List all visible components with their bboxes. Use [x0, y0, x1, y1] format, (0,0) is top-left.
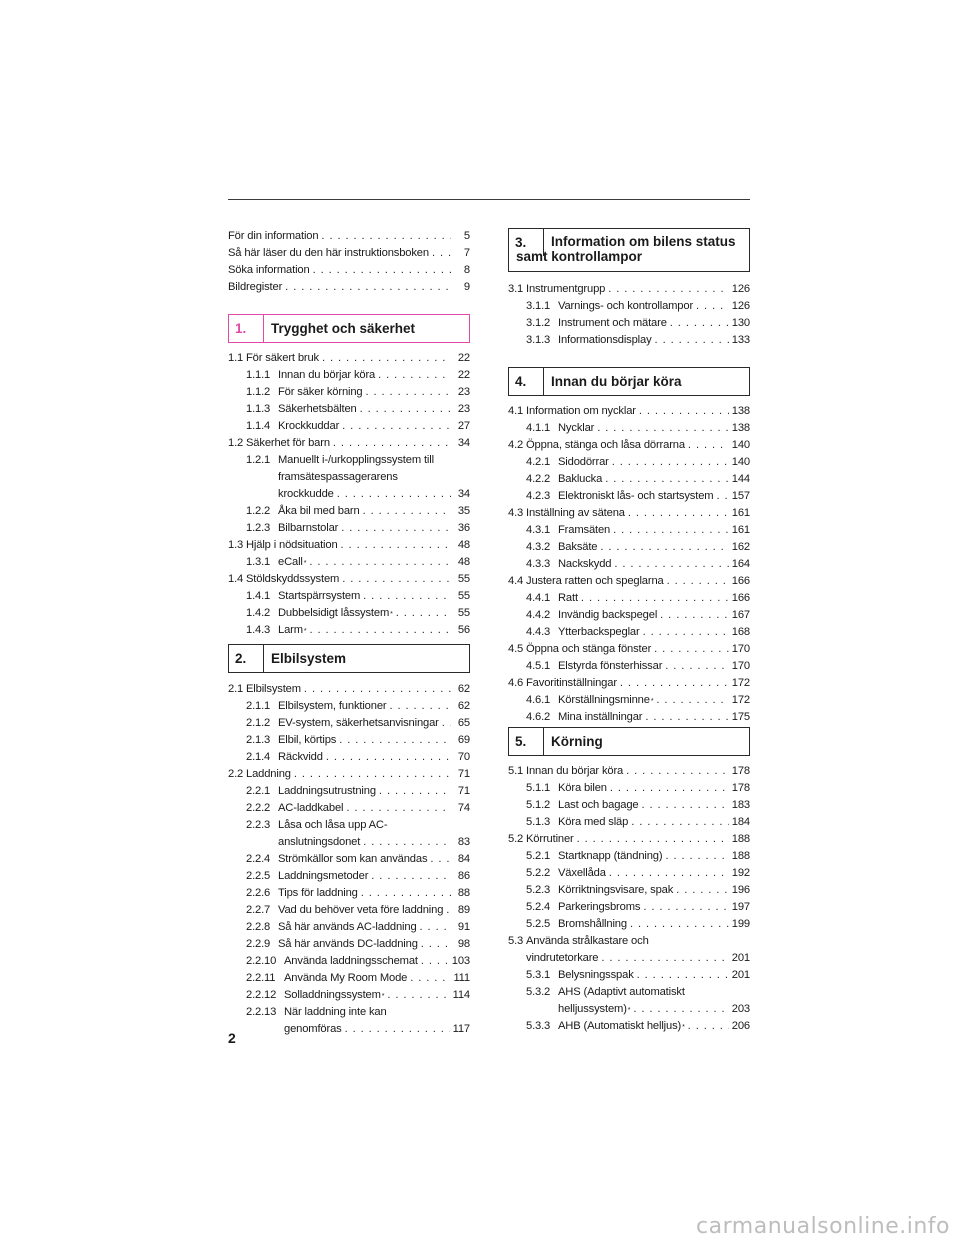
- toc-entry[interactable]: 4.4.2 Invändig backspegel . . . 167: [508, 607, 750, 624]
- toc-entry[interactable]: 1.1.1 Innan du börjar köra . . . 22: [228, 367, 470, 384]
- toc-entry[interactable]: 2.2.10 Använda laddningsschemat . . . 103: [228, 953, 470, 970]
- toc-entry[interactable]: 4.1.1 Nycklar . . . 138: [508, 420, 750, 437]
- section-number: 1.: [229, 315, 264, 342]
- toc-entry[interactable]: 4.6 Favoritinställningar . . . 172: [508, 675, 750, 692]
- toc-entry[interactable]: 4.3 Inställning av sätena . . . 161: [508, 505, 750, 522]
- toc-left-column: [228, 228, 470, 296]
- section-3-list: [508, 281, 750, 349]
- toc-entry[interactable]: 5.1.3 Köra med släp . . . 184: [508, 814, 750, 831]
- section-title: Innan du börjar köra: [551, 374, 682, 389]
- toc-entry[interactable]: 5.1.2 Last och bagage . . . 183: [508, 797, 750, 814]
- toc-entry[interactable]: 4.2 Öppna, stänga och låsa dörrarna . . . 140: [508, 437, 750, 454]
- section-title: Elbilsystem: [271, 651, 347, 666]
- toc-entry[interactable]: 4.3.2 Baksäte . . . 162: [508, 539, 750, 556]
- section-header-1[interactable]: [228, 314, 470, 343]
- toc-entry[interactable]: 3.1.2 Instrument och mätare . . . 130: [508, 315, 750, 332]
- toc-entry[interactable]: 2.2.6 Tips för laddning . . . 88: [228, 885, 470, 902]
- toc-entry[interactable]: 2.2.13 När laddning inte kan: [246, 1006, 387, 1018]
- toc-entry[interactable]: 4.1 Information om nycklar . . . 138: [508, 403, 750, 420]
- toc-entry[interactable]: 2.2.4 Strömkällor som kan användas . . . 84: [228, 851, 470, 868]
- toc-entry[interactable]: 2.1 Elbilsystem . . . 62: [228, 681, 470, 698]
- section-header-4[interactable]: [508, 367, 750, 396]
- toc-entry[interactable]: 1.1.4 Krockkuddar . . . 27: [228, 418, 470, 435]
- toc-entry[interactable]: 4.2.1 Sidodörrar . . . 140: [508, 454, 750, 471]
- page-number: 2: [228, 1030, 236, 1046]
- section-title: Körning: [551, 734, 603, 749]
- section-number: 2.: [229, 645, 264, 672]
- section-header-3[interactable]: [508, 228, 750, 272]
- toc-entry[interactable]: 2.2.2 AC-laddkabel . . . 74: [228, 800, 470, 817]
- toc-entry[interactable]: 2.2.11 Använda My Room Mode . . . 111: [228, 970, 470, 987]
- toc-entry[interactable]: För din information . . . 5: [228, 228, 470, 245]
- toc-entry[interactable]: 5.2.3 Körriktningsvisare, spak . . . 196: [508, 882, 750, 899]
- toc-entry[interactable]: 5.2.2 Växellåda . . . 192: [508, 865, 750, 882]
- toc-entry[interactable]: 2.2.8 Så här används AC-laddning . . . 91: [228, 919, 470, 936]
- toc-entry[interactable]: 4.2.2 Baklucka . . . 144: [508, 471, 750, 488]
- toc-entry[interactable]: 4.6.2 Mina inställningar . . . 175: [508, 709, 750, 726]
- toc-entry[interactable]: Så här läser du den här instruktionsboken . . . 7: [228, 245, 470, 262]
- toc-entry-continued[interactable]: krockkudde . . . 34: [228, 486, 470, 503]
- toc-entry[interactable]: 3.1.3 Informationsdisplay . . . 133: [508, 332, 750, 349]
- toc-entry[interactable]: 2.2.9 Så här används DC-laddning . . . 98: [228, 936, 470, 953]
- toc-entry-continued[interactable]: genomföras . . . 117: [228, 1021, 470, 1038]
- toc-entry[interactable]: 5.3 Använda strålkastare och: [508, 935, 649, 947]
- toc-entry[interactable]: 5.3.2 AHS (Adaptivt automatiskt: [526, 986, 685, 998]
- toc-entry[interactable]: 1.1.3 Säkerhetsbälten . . . 23: [228, 401, 470, 418]
- toc-entry-continued[interactable]: helljussystem) * . . . 203: [508, 1001, 750, 1018]
- toc-entry[interactable]: Bildregister . . . 9: [228, 279, 470, 296]
- toc-entry[interactable]: 4.4.3 Ytterbackspeglar . . . 168: [508, 624, 750, 641]
- intro-list: [228, 228, 470, 296]
- toc-entry[interactable]: 1.4.3 Larm * . . . 56: [228, 622, 470, 639]
- toc-entry[interactable]: 5.3.3 AHB (Automatiskt helljus) * . . . 206: [508, 1018, 750, 1035]
- toc-entry[interactable]: 4.3.1 Framsäten . . . 161: [508, 522, 750, 539]
- toc-entry[interactable]: 1.1.2 För säker körning . . . 23: [228, 384, 470, 401]
- toc-entry[interactable]: 1.3.1 eCall * . . . 48: [228, 554, 470, 571]
- section-title: Information om bilens status: [551, 234, 736, 249]
- toc-entry[interactable]: 5.2.5 Bromshållning . . . 199: [508, 916, 750, 933]
- section-number: 4.: [509, 368, 544, 395]
- section-title: Trygghet och säkerhet: [271, 321, 416, 336]
- toc-entry[interactable]: 2.2 Laddning . . . 71: [228, 766, 470, 783]
- toc-entry[interactable]: 2.2.7 Vad du behöver veta före laddning . . . 89: [228, 902, 470, 919]
- toc-entry[interactable]: 2.1.2 EV-system, säkerhetsanvisningar . . . 65: [228, 715, 470, 732]
- toc-entry[interactable]: 5.1.1 Köra bilen . . . 178: [508, 780, 750, 797]
- toc-entry[interactable]: 1.4 Stöldskyddssystem . . . 55: [228, 571, 470, 588]
- toc-entry[interactable]: 2.2.1 Laddningsutrustning . . . 71: [228, 783, 470, 800]
- toc-entry[interactable]: 5.2.1 Startknapp (tändning) . . . 188: [508, 848, 750, 865]
- toc-entry[interactable]: 3.1 Instrumentgrupp . . . 126: [508, 281, 750, 298]
- section-number: 3.: [509, 229, 544, 256]
- toc-entry[interactable]: 5.2.4 Parkeringsbroms . . . 197: [508, 899, 750, 916]
- toc-entry[interactable]: 2.1.4 Räckvidd . . . 70: [228, 749, 470, 766]
- section-5-list: [508, 763, 750, 1035]
- top-rule: [228, 199, 750, 200]
- toc-entry[interactable]: 1.2.2 Åka bil med barn . . . 35: [228, 503, 470, 520]
- section-4-list: [508, 403, 750, 726]
- section-header-5[interactable]: [508, 727, 750, 756]
- section-title-line2: samt kontrollampor: [516, 249, 643, 264]
- section-1-list: [228, 350, 470, 639]
- toc-entry[interactable]: 4.5 Öppna och stänga fönster . . . 170: [508, 641, 750, 658]
- toc-entry[interactable]: 2.2.5 Laddningsmetoder . . . 86: [228, 868, 470, 885]
- section-number: 5.: [509, 728, 544, 755]
- toc-entry[interactable]: 2.2.12 Solladdningssystem * . . . 114: [228, 987, 470, 1004]
- section-header-2[interactable]: [228, 644, 470, 673]
- watermark: carmanualsonline.info: [696, 1214, 950, 1239]
- section-2-list: [228, 681, 470, 1038]
- toc-entry[interactable]: 1.3 Hjälp i nödsituation . . . 48: [228, 537, 470, 554]
- toc-entry[interactable]: 4.2.3 Elektroniskt lås- och startsystem . . . 157: [508, 488, 750, 505]
- toc-entry[interactable]: 1.4.1 Startspärrsystem . . . 55: [228, 588, 470, 605]
- toc-entry[interactable]: 2.2.3 Låsa och låsa upp AC-: [246, 819, 388, 831]
- toc-entry-continued: framsätespassagerarens: [278, 471, 398, 483]
- toc-entry-continued[interactable]: anslutningsdonet . . . 83: [228, 834, 470, 851]
- toc-entry[interactable]: 4.6.1 Körställningsminne * . . . 172: [508, 692, 750, 709]
- toc-entry[interactable]: 2.1.1 Elbilsystem, funktioner . . . 62: [228, 698, 470, 715]
- toc-entry[interactable]: 4.3.3 Nackskydd . . . 164: [508, 556, 750, 573]
- toc-entry[interactable]: 1.2.1 Manuellt i-/urkopplingssystem till: [246, 454, 434, 466]
- toc-entry[interactable]: 4.4 Justera ratten och speglarna . . . 166: [508, 573, 750, 590]
- toc-entry[interactable]: Söka information . . . 8: [228, 262, 470, 279]
- toc-entry[interactable]: 1.1 För säkert bruk . . . 22: [228, 350, 470, 367]
- toc-entry-continued[interactable]: vindrutetorkare . . . 201: [508, 950, 750, 967]
- toc-entry[interactable]: 4.5.1 Elstyrda fönsterhissar . . . 170: [508, 658, 750, 675]
- toc-entry[interactable]: 1.4.2 Dubbelsidigt låssystem * . . . 55: [228, 605, 470, 622]
- toc-entry[interactable]: 4.4.1 Ratt . . . 166: [508, 590, 750, 607]
- toc-entry[interactable]: 5.2 Körrutiner . . . 188: [508, 831, 750, 848]
- toc-entry[interactable]: 1.2 Säkerhet för barn . . . 34: [228, 435, 470, 452]
- toc-entry[interactable]: 5.3.1 Belysningsspak . . . 201: [508, 967, 750, 984]
- toc-entry[interactable]: 3.1.1 Varnings- och kontrollampor . . . 126: [508, 298, 750, 315]
- toc-entry[interactable]: 2.1.3 Elbil, körtips . . . 69: [228, 732, 470, 749]
- toc-entry[interactable]: 5.1 Innan du börjar köra . . . 178: [508, 763, 750, 780]
- toc-entry[interactable]: 1.2.3 Bilbarnstolar . . . 36: [228, 520, 470, 537]
